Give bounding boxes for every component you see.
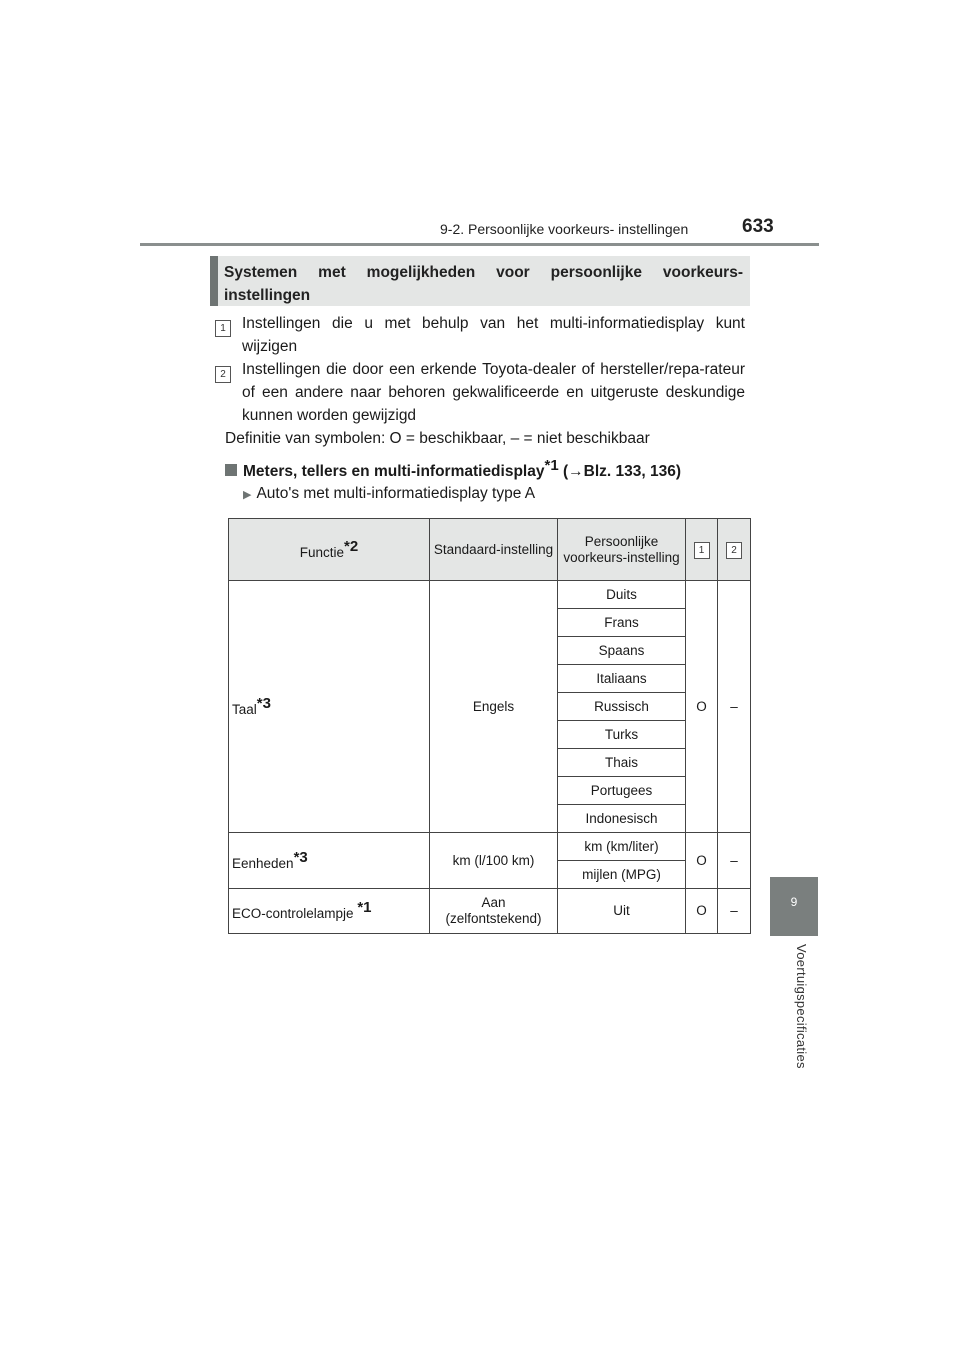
option-cell: mijlen (MPG) (558, 861, 686, 889)
option-cell: Frans (558, 609, 686, 637)
table-row (229, 889, 751, 934)
subsection-label: Meters, tellers en multi-informatiedisplay (243, 463, 545, 480)
row-eco-label: ECO-controlelampje $^{*1}$ (229, 889, 430, 934)
row-eco-default: Aan (zelfontstekend) (430, 889, 558, 934)
badge-1: 1 (215, 320, 231, 337)
row-eco-col2: – (718, 889, 751, 934)
row-eenheden-default: km (l/100 km) (430, 833, 558, 889)
row-eenheden-col1: O (686, 833, 718, 889)
option-cell: Indonesisch (558, 805, 686, 833)
header-divider (140, 243, 819, 246)
legend-item-2 (215, 358, 745, 427)
header-col-1: 1 (686, 519, 718, 581)
header-section-title: 9-2. Persoonlijke voorkeurs- instellingen (440, 221, 689, 237)
footnote-ref: *1 (544, 457, 559, 474)
row-eco-col1: O (686, 889, 718, 934)
header-col-2: 2 (718, 519, 751, 581)
header-default: Standaard-instelling (430, 519, 558, 581)
chapter-tab: 9 (770, 877, 818, 936)
table-row (229, 581, 751, 609)
row-taal-label: Taal$^{*3}$ (229, 581, 430, 833)
option-cell: Turks (558, 721, 686, 749)
option-cell: Spaans (558, 637, 686, 665)
legend-item-text: Instellingen die door een erkende Toyota-dealer of hersteller/repa-rateur of een andere naar behoren gekwalificeerde en uitgeruste deskundige kunnen worden gewijzigd (242, 361, 745, 424)
variant-heading (243, 485, 535, 503)
header-function: Functie$^{*2}$ (229, 519, 430, 581)
section-heading-accent (210, 256, 218, 306)
symbol-definition: Definitie van symbolen: O = beschikbaar, – = niet beschikbaar (225, 430, 650, 447)
section-heading: Systemen met mogelijkheden voor persoonlijke voorkeurs-instellingen (224, 264, 743, 304)
subsection-heading (225, 457, 681, 481)
table-row (229, 833, 751, 861)
row-taal-col2: – (718, 581, 751, 833)
header-custom: Persoonlijke voorkeurs-instelling (558, 519, 686, 581)
option-cell: km (km/liter) (558, 833, 686, 861)
variant-label: Auto's met multi-informatiedisplay type A (256, 485, 536, 502)
legend-item-1 (215, 312, 745, 358)
square-bullet-icon (225, 464, 237, 476)
option-cell: Italiaans (558, 665, 686, 693)
option-cell: Duits (558, 581, 686, 609)
row-taal-col1: O (686, 581, 718, 833)
page-reference: (→Blz. 133, 136) (562, 463, 682, 480)
section-heading-box (210, 256, 750, 306)
row-eenheden-label: Eenheden$^{*3}$ (229, 833, 430, 889)
row-eco-custom: Uit (558, 889, 686, 934)
chapter-label: Voertuigspecificaties (794, 944, 809, 1069)
option-cell: Thais (558, 749, 686, 777)
triangle-bullet-icon: ▶ (243, 489, 252, 501)
row-taal-default: Engels (430, 581, 558, 833)
row-eenheden-col2: – (718, 833, 751, 889)
table-header-row (229, 519, 751, 581)
option-cell: Portugees (558, 777, 686, 805)
badge-2: 2 (215, 366, 231, 383)
legend-item-text: Instellingen die u met behulp van het multi-informatiedisplay kunt wijzigen (242, 315, 745, 355)
option-cell: Russisch (558, 693, 686, 721)
page-number: 633 (742, 216, 774, 237)
settings-table (228, 518, 751, 934)
